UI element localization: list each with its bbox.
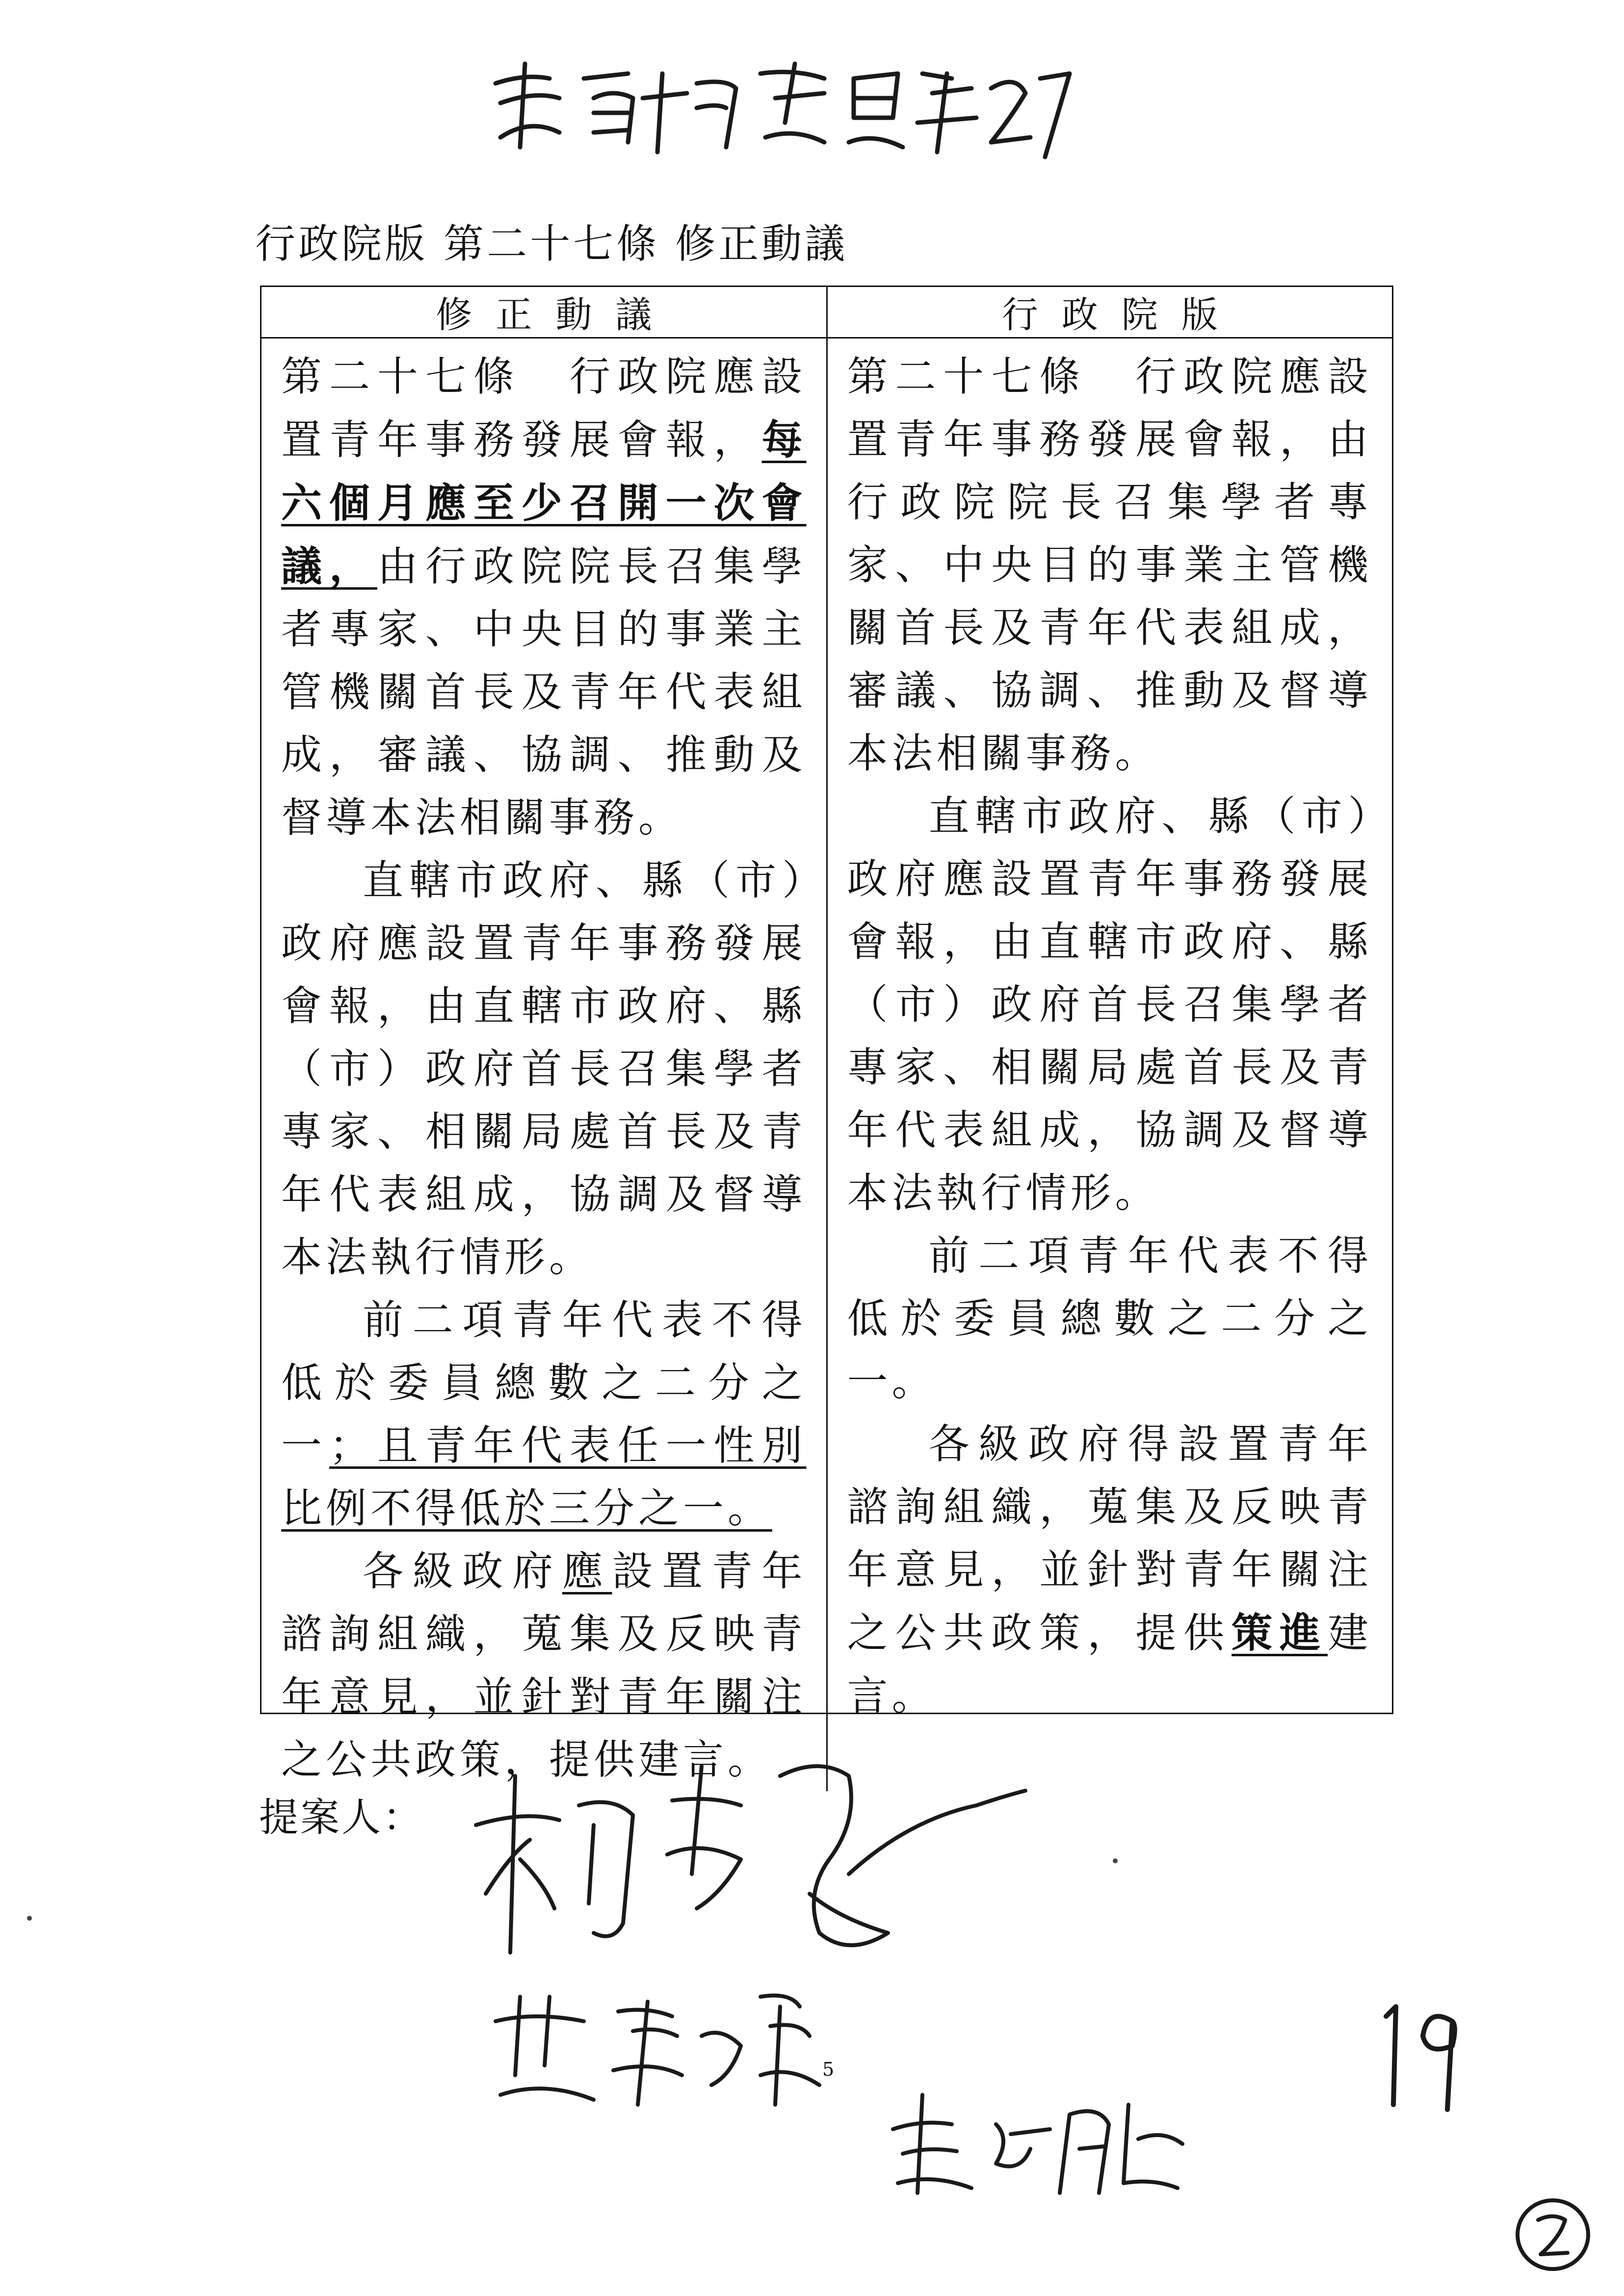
table-header-row [262, 287, 1392, 339]
executive-version-column [828, 339, 1392, 1791]
scan-speck [27, 1916, 32, 1921]
emphasized-term: 策進 [1231, 1609, 1328, 1657]
handwritten-count [1374, 1987, 1472, 2124]
emphasized-insertion: 每六個月應至少召開一次會議， [281, 416, 807, 590]
executive-paragraph-1: 第二十七條 行政院應設置青年事務發展會報，由行政院院長召集學者專家、中央目的事業主管機關首長及青年代表組成，審議、協調、推動及督導本法相關事務。 [847, 353, 1372, 777]
executive-paragraph-4: 各級政府得設置青年諮詢組織，蒐集及反映青年意見，並針對青年關注之公共政策，提供策進建言。 [847, 1420, 1373, 1720]
document-heading: 行政院版 第二十七條 修正動議 [255, 221, 848, 267]
page-number: 5 [822, 2059, 835, 2080]
table-body-row [262, 339, 1392, 1791]
executive-paragraph-2: 直轄市政府、縣（市）政府應設置青年事務發展會報，由直轄市政府、縣（市）政府首長召集學者專家、相關局處首長及青年代表組成，協調及督導本法執行情形。 [847, 792, 1372, 1217]
proposer-label: 提案人： [259, 1795, 424, 1840]
amendment-column [262, 339, 828, 1791]
comparison-table [260, 286, 1393, 1783]
column-header-amendment: 修正動議 [262, 287, 828, 337]
signature-3 [883, 2065, 1202, 2222]
underlined-change: 應 [562, 1547, 612, 1595]
signature-1 [466, 1747, 1030, 2002]
amendment-paragraph-2: 直轄市政府、縣（市）政府應設置青年事務發展會報，由直轄市政府、縣（市）政府首長召集學者專家、相關局處首長及青年代表組成，協調及督導本法執行情形。 [281, 857, 807, 1281]
circled-mark [1511, 2193, 1595, 2276]
scan-speck [1113, 1858, 1118, 1863]
underlined-insertion: ；且青年代表任一性別比例不得低於三分之一。 [281, 1422, 807, 1532]
handwritten-header-annotation [481, 44, 1084, 167]
amendment-paragraph-1: 第二十七條 行政院應設置青年事務發展會報，每六個月應至少召開一次會議，由行政院院長召集學者專家、中央目的事業主管機關首長及青年代表組成，審議、協調、推動及督導本法相關事務。 [281, 353, 807, 841]
column-header-executive-version: 行政院版 [1001, 294, 1241, 336]
amendment-paragraph-4: 各級政府應設置青年諮詢組織，蒐集及反映青年意見，並針對青年關注之公共政策，提供建言。 [281, 1547, 807, 1783]
signature-2 [486, 1977, 888, 2124]
amendment-paragraph-3: 前二項青年代表不得低於委員總數之二分之一；且青年代表任一性別比例不得低於三分之一。 [281, 1296, 807, 1532]
executive-paragraph-3: 前二項青年代表不得低於委員總數之二分之一。 [847, 1232, 1372, 1405]
